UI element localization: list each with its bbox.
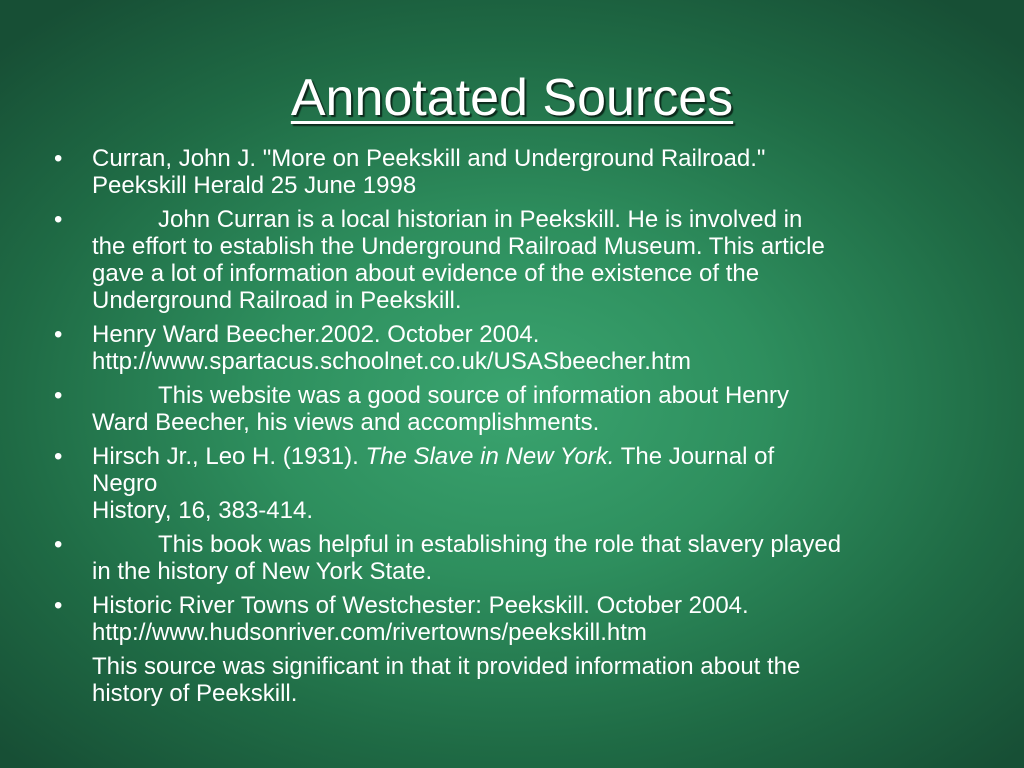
bullet-icon: • bbox=[54, 443, 63, 470]
item-line bbox=[92, 443, 984, 470]
list-item bbox=[54, 206, 984, 314]
list-item bbox=[54, 531, 984, 585]
bullet-icon: • bbox=[54, 206, 63, 233]
item-line: Curran, John J. "More on Peekskill and Underground Railroad." bbox=[92, 145, 766, 172]
sources-list bbox=[54, 145, 984, 714]
item-url: http://www.spartacus.schoolnet.co.uk/USASbeecher.htm bbox=[92, 348, 691, 375]
item-line: Historic River Towns of Westchester: Peekskill. October 2004. bbox=[92, 592, 749, 619]
item-line: Peekskill Herald 25 June 1998 bbox=[92, 172, 417, 199]
item-line: Negro bbox=[92, 470, 158, 497]
item-url: http://www.hudsonriver.com/rivertowns/peekskill.htm bbox=[92, 619, 647, 646]
bullet-icon: • bbox=[54, 382, 63, 409]
item-line: history of Peekskill. bbox=[92, 680, 298, 707]
bullet-icon: • bbox=[54, 321, 63, 348]
list-item bbox=[54, 443, 984, 524]
list-item bbox=[54, 592, 984, 646]
item-line: This book was helpful in establishing the role that slavery played bbox=[158, 531, 842, 558]
citation-journal: The Journal of bbox=[614, 443, 775, 470]
list-item bbox=[54, 382, 984, 436]
item-line: This source was significant in that it provided information about the bbox=[92, 653, 801, 680]
bullet-icon: • bbox=[54, 145, 63, 172]
item-line: gave a lot of information about evidence of the existence of the bbox=[92, 260, 760, 287]
citation-title: The Slave in New York. bbox=[365, 443, 615, 470]
item-line: Ward Beecher, his views and accomplishments. bbox=[92, 409, 600, 436]
list-item bbox=[54, 653, 984, 707]
bullet-icon: • bbox=[54, 592, 63, 619]
item-line: in the history of New York State. bbox=[92, 558, 433, 585]
list-item bbox=[54, 145, 984, 199]
item-line: John Curran is a local historian in Peekskill. He is involved in bbox=[158, 206, 803, 233]
citation-author: Hirsch Jr., Leo H. (1931). bbox=[92, 443, 366, 470]
item-line: This website was a good source of information about Henry bbox=[158, 382, 789, 409]
item-line: Henry Ward Beecher.2002. October 2004. bbox=[92, 321, 540, 348]
slide-title: Annotated Sources bbox=[290, 69, 734, 127]
item-line: the effort to establish the Underground Railroad Museum. This article bbox=[92, 233, 825, 260]
bullet-icon: • bbox=[54, 531, 63, 558]
item-line: History, 16, 383-414. bbox=[92, 497, 314, 524]
item-line: Underground Railroad in Peekskill. bbox=[92, 287, 462, 314]
list-item bbox=[54, 321, 984, 375]
